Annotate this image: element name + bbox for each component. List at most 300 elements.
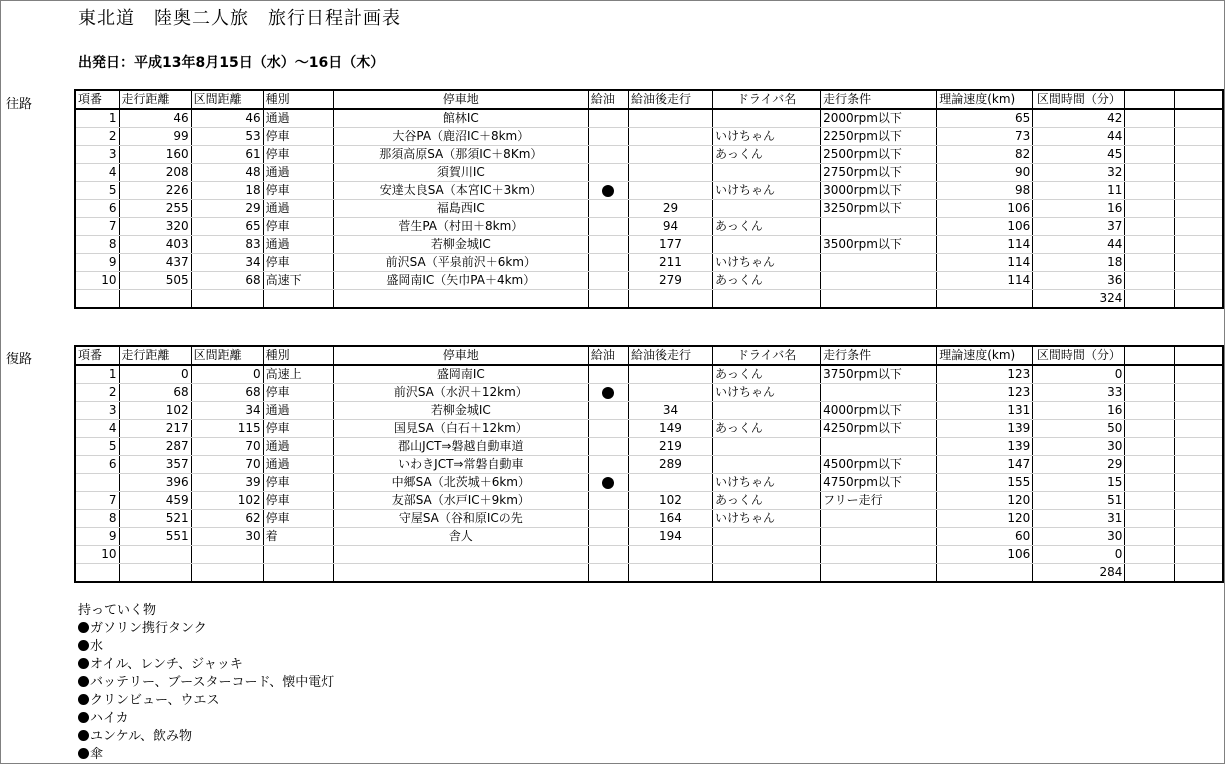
return-cell-total-distance: 68	[119, 384, 191, 402]
outbound-cell-extra-2	[1175, 290, 1223, 309]
bullet-icon	[78, 730, 89, 741]
packing-list	[78, 602, 334, 764]
packing-list-item-label: クリンビュー、ウエス	[90, 693, 220, 708]
return-cell-extra-1	[1125, 438, 1175, 456]
outbound-cell-driver-name	[713, 290, 821, 309]
packing-list-item	[78, 674, 334, 692]
return-cell-extra-2	[1175, 384, 1223, 402]
outbound-header-distance-after-refuel: 給油後走行	[628, 90, 712, 109]
return-cell-extra-2	[1175, 420, 1223, 438]
return-cell-segment-time: 30	[1033, 528, 1125, 546]
outbound-cell-refuel	[588, 182, 628, 200]
return-cell-theoretical-speed	[937, 564, 1033, 583]
return-cell-extra-1	[1125, 384, 1175, 402]
outbound-cell-segment-time: 45	[1033, 146, 1125, 164]
outbound-cell-segment-time: 18	[1033, 254, 1125, 272]
return-cell-driving-condition: 4250rpm以下	[821, 420, 937, 438]
return-cell-driver-name	[713, 456, 821, 474]
return-cell-segment-time: 284	[1033, 564, 1125, 583]
return-cell-stop-location: 前沢SA（水沢＋12km）	[333, 384, 588, 402]
return-cell-total-distance: 551	[119, 528, 191, 546]
outbound-cell-stop-location: 安達太良SA（本宮IC＋3km）	[333, 182, 588, 200]
outbound-header-row	[75, 90, 1223, 109]
outbound-cell-driver-name: いけちゃん	[713, 128, 821, 146]
return-cell-driver-name: あっくん	[713, 492, 821, 510]
return-cell-refuel	[588, 402, 628, 420]
return-label: 復路	[6, 352, 33, 367]
return-table-row	[75, 456, 1223, 474]
return-cell-refuel	[588, 365, 628, 384]
outbound-cell-driver-name	[713, 164, 821, 182]
return-cell-stop-location: 郡山JCT⇒磐越自動車道	[333, 438, 588, 456]
return-cell-refuel	[588, 528, 628, 546]
packing-list-item-label: 傘	[90, 747, 104, 762]
outbound-table	[74, 89, 1224, 309]
return-header-stop-location: 停車地	[333, 346, 588, 365]
refuel-marker-icon	[602, 477, 614, 489]
return-cell-extra-1	[1125, 474, 1175, 492]
outbound-cell-driver-name: あっくん	[713, 272, 821, 290]
outbound-header-item-no: 項番	[75, 90, 119, 109]
return-cell-theoretical-speed: 131	[937, 402, 1033, 420]
outbound-cell-type	[263, 290, 333, 309]
return-cell-distance-after-refuel: 102	[628, 492, 712, 510]
outbound-cell-distance-after-refuel	[628, 146, 712, 164]
return-cell-segment-distance: 34	[191, 402, 263, 420]
outbound-cell-item-no	[75, 290, 119, 309]
return-cell-driving-condition: フリー走行	[821, 492, 937, 510]
packing-list-item-label: ハイカ	[90, 711, 129, 726]
outbound-cell-segment-distance	[191, 290, 263, 309]
return-header-distance-after-refuel: 給油後走行	[628, 346, 712, 365]
outbound-cell-driving-condition: 3250rpm以下	[821, 200, 937, 218]
return-cell-segment-distance: 0	[191, 365, 263, 384]
return-cell-theoretical-speed: 60	[937, 528, 1033, 546]
outbound-cell-segment-time: 36	[1033, 272, 1125, 290]
outbound-cell-driving-condition	[821, 290, 937, 309]
return-cell-total-distance: 459	[119, 492, 191, 510]
return-cell-theoretical-speed: 106	[937, 546, 1033, 564]
outbound-cell-segment-distance: 46	[191, 109, 263, 128]
outbound-cell-item-no: 8	[75, 236, 119, 254]
outbound-cell-segment-distance: 83	[191, 236, 263, 254]
outbound-cell-type: 停車	[263, 146, 333, 164]
outbound-cell-type: 通過	[263, 236, 333, 254]
return-cell-driver-name	[713, 546, 821, 564]
outbound-cell-driving-condition: 2500rpm以下	[821, 146, 937, 164]
packing-list-item	[78, 620, 334, 638]
outbound-cell-segment-time: 44	[1033, 128, 1125, 146]
outbound-cell-item-no: 9	[75, 254, 119, 272]
return-cell-type: 着	[263, 528, 333, 546]
outbound-cell-segment-time: 44	[1033, 236, 1125, 254]
outbound-cell-extra-2	[1175, 146, 1223, 164]
outbound-cell-extra-2	[1175, 200, 1223, 218]
return-cell-type: 停車	[263, 420, 333, 438]
outbound-cell-type: 高速下	[263, 272, 333, 290]
outbound-cell-item-no: 7	[75, 218, 119, 236]
outbound-cell-refuel	[588, 218, 628, 236]
return-cell-refuel	[588, 474, 628, 492]
packing-list-item	[78, 728, 334, 746]
return-cell-driving-condition: 4750rpm以下	[821, 474, 937, 492]
packing-list-item-label: ユンケル、飲み物	[90, 729, 193, 744]
packing-list-item	[78, 710, 334, 728]
outbound-cell-refuel	[588, 128, 628, 146]
outbound-cell-extra-1	[1125, 272, 1175, 290]
outbound-table-row	[75, 109, 1223, 128]
outbound-cell-total-distance: 437	[119, 254, 191, 272]
outbound-table-row	[75, 290, 1223, 309]
return-cell-item-no	[75, 474, 119, 492]
return-cell-segment-distance: 62	[191, 510, 263, 528]
return-cell-theoretical-speed: 139	[937, 438, 1033, 456]
outbound-cell-item-no: 5	[75, 182, 119, 200]
return-cell-driver-name	[713, 564, 821, 583]
outbound-cell-driving-condition: 2000rpm以下	[821, 109, 937, 128]
return-header-theoretical-speed: 理論速度(km)	[937, 346, 1033, 365]
return-cell-segment-time: 51	[1033, 492, 1125, 510]
return-cell-segment-distance: 68	[191, 384, 263, 402]
outbound-header-segment-distance: 区間距離	[191, 90, 263, 109]
outbound-cell-total-distance: 320	[119, 218, 191, 236]
outbound-cell-stop-location: 菅生PA（村田＋8km）	[333, 218, 588, 236]
outbound-cell-item-no: 6	[75, 200, 119, 218]
outbound-cell-segment-distance: 61	[191, 146, 263, 164]
outbound-cell-driving-condition: 3000rpm以下	[821, 182, 937, 200]
outbound-cell-total-distance: 226	[119, 182, 191, 200]
return-table	[74, 345, 1224, 583]
return-cell-driver-name	[713, 528, 821, 546]
outbound-cell-extra-2	[1175, 109, 1223, 128]
return-cell-distance-after-refuel: 194	[628, 528, 712, 546]
return-cell-type: 高速上	[263, 365, 333, 384]
return-header-extra-1	[1125, 346, 1175, 365]
outbound-cell-theoretical-speed: 106	[937, 200, 1033, 218]
outbound-cell-driver-name	[713, 200, 821, 218]
outbound-table-row	[75, 200, 1223, 218]
outbound-cell-type: 通過	[263, 200, 333, 218]
return-cell-segment-distance	[191, 564, 263, 583]
outbound-cell-stop-location: 福島西IC	[333, 200, 588, 218]
return-cell-distance-after-refuel	[628, 564, 712, 583]
return-cell-stop-location: 国見SA（白石＋12km）	[333, 420, 588, 438]
return-cell-driver-name: あっくん	[713, 420, 821, 438]
outbound-cell-segment-distance: 29	[191, 200, 263, 218]
outbound-cell-item-no: 10	[75, 272, 119, 290]
refuel-marker-icon	[602, 387, 614, 399]
return-cell-segment-time: 33	[1033, 384, 1125, 402]
return-cell-distance-after-refuel: 149	[628, 420, 712, 438]
return-cell-driver-name: いけちゃん	[713, 474, 821, 492]
packing-list-heading: 持っていく物	[78, 603, 157, 618]
outbound-cell-type: 通過	[263, 109, 333, 128]
outbound-cell-distance-after-refuel: 94	[628, 218, 712, 236]
outbound-cell-distance-after-refuel	[628, 290, 712, 309]
outbound-header-segment-time: 区間時間（分）	[1033, 90, 1125, 109]
outbound-cell-total-distance: 160	[119, 146, 191, 164]
return-header-driver-name: ドライバ名	[713, 346, 821, 365]
packing-list-item-label: ガソリン携行タンク	[90, 621, 207, 636]
return-cell-extra-2	[1175, 438, 1223, 456]
return-cell-type: 停車	[263, 474, 333, 492]
outbound-cell-driving-condition: 2750rpm以下	[821, 164, 937, 182]
outbound-table-row	[75, 182, 1223, 200]
return-cell-type: 停車	[263, 510, 333, 528]
return-cell-stop-location: 守屋SA（谷和原ICの先	[333, 510, 588, 528]
bullet-icon	[78, 640, 89, 651]
outbound-cell-type: 停車	[263, 218, 333, 236]
outbound-cell-driving-condition: 2250rpm以下	[821, 128, 937, 146]
return-header-total-distance: 走行距離	[119, 346, 191, 365]
outbound-cell-segment-distance: 34	[191, 254, 263, 272]
return-header-type: 種別	[263, 346, 333, 365]
outbound-cell-item-no: 3	[75, 146, 119, 164]
outbound-label: 往路	[6, 97, 33, 112]
return-cell-driver-name: あっくん	[713, 365, 821, 384]
return-cell-distance-after-refuel: 219	[628, 438, 712, 456]
departure-date: 出発日：平成13年8月15日（水）～16日（木）	[78, 55, 385, 71]
return-cell-item-no: 9	[75, 528, 119, 546]
return-cell-total-distance: 287	[119, 438, 191, 456]
bullet-icon	[78, 712, 89, 723]
return-cell-type: 停車	[263, 384, 333, 402]
outbound-header-extra-1	[1125, 90, 1175, 109]
return-cell-segment-distance	[191, 546, 263, 564]
outbound-header-theoretical-speed: 理論速度(km)	[937, 90, 1033, 109]
outbound-cell-extra-1	[1125, 254, 1175, 272]
return-table-row	[75, 546, 1223, 564]
outbound-cell-segment-time: 37	[1033, 218, 1125, 236]
return-cell-stop-location: 舎人	[333, 528, 588, 546]
page-title: 東北道 陸奥二人旅 旅行日程計画表	[78, 8, 401, 29]
outbound-cell-distance-after-refuel: 177	[628, 236, 712, 254]
return-cell-theoretical-speed: 120	[937, 510, 1033, 528]
packing-list-item	[78, 638, 334, 656]
packing-list-item	[78, 746, 334, 764]
return-table-row	[75, 402, 1223, 420]
return-cell-distance-after-refuel	[628, 365, 712, 384]
outbound-cell-distance-after-refuel: 279	[628, 272, 712, 290]
packing-list-item	[78, 656, 334, 674]
outbound-cell-total-distance: 99	[119, 128, 191, 146]
return-cell-distance-after-refuel: 164	[628, 510, 712, 528]
return-table-row	[75, 564, 1223, 583]
return-cell-extra-1	[1125, 402, 1175, 420]
outbound-cell-segment-time: 16	[1033, 200, 1125, 218]
outbound-cell-extra-1	[1125, 290, 1175, 309]
outbound-cell-segment-time: 11	[1033, 182, 1125, 200]
return-header-item-no: 項番	[75, 346, 119, 365]
return-cell-extra-1	[1125, 528, 1175, 546]
outbound-cell-segment-distance: 48	[191, 164, 263, 182]
outbound-cell-distance-after-refuel	[628, 164, 712, 182]
return-cell-segment-time: 0	[1033, 546, 1125, 564]
outbound-cell-extra-2	[1175, 218, 1223, 236]
return-cell-theoretical-speed: 123	[937, 365, 1033, 384]
outbound-cell-refuel	[588, 200, 628, 218]
outbound-cell-theoretical-speed: 98	[937, 182, 1033, 200]
outbound-cell-item-no: 4	[75, 164, 119, 182]
outbound-header-refuel: 給油	[588, 90, 628, 109]
return-cell-total-distance	[119, 546, 191, 564]
outbound-cell-refuel	[588, 272, 628, 290]
outbound-cell-total-distance: 505	[119, 272, 191, 290]
outbound-cell-extra-2	[1175, 272, 1223, 290]
return-cell-type	[263, 564, 333, 583]
return-cell-refuel	[588, 546, 628, 564]
return-cell-extra-2	[1175, 402, 1223, 420]
return-cell-refuel	[588, 492, 628, 510]
return-cell-segment-time: 50	[1033, 420, 1125, 438]
return-cell-driving-condition	[821, 546, 937, 564]
outbound-cell-segment-time: 32	[1033, 164, 1125, 182]
return-cell-refuel	[588, 438, 628, 456]
packing-list-item	[78, 692, 334, 710]
outbound-cell-extra-1	[1125, 146, 1175, 164]
outbound-cell-driving-condition: 3500rpm以下	[821, 236, 937, 254]
return-cell-theoretical-speed: 155	[937, 474, 1033, 492]
return-cell-extra-2	[1175, 510, 1223, 528]
outbound-cell-distance-after-refuel	[628, 128, 712, 146]
outbound-cell-type: 停車	[263, 254, 333, 272]
return-cell-stop-location: 友部SA（水戸IC＋9km）	[333, 492, 588, 510]
outbound-table-row	[75, 254, 1223, 272]
return-cell-extra-1	[1125, 492, 1175, 510]
return-cell-extra-2	[1175, 456, 1223, 474]
return-header-row	[75, 346, 1223, 365]
outbound-cell-type: 停車	[263, 182, 333, 200]
return-cell-driving-condition	[821, 528, 937, 546]
return-cell-segment-distance: 39	[191, 474, 263, 492]
outbound-cell-driver-name: あっくん	[713, 146, 821, 164]
outbound-cell-extra-2	[1175, 236, 1223, 254]
bullet-icon	[78, 622, 89, 633]
outbound-cell-stop-location: 盛岡南IC（矢巾PA＋4km）	[333, 272, 588, 290]
return-header-driving-condition: 走行条件	[821, 346, 937, 365]
return-cell-driver-name: いけちゃん	[713, 510, 821, 528]
return-table-row	[75, 492, 1223, 510]
outbound-cell-stop-location: 須賀川IC	[333, 164, 588, 182]
outbound-cell-theoretical-speed: 73	[937, 128, 1033, 146]
return-cell-total-distance	[119, 564, 191, 583]
return-cell-item-no: 2	[75, 384, 119, 402]
outbound-cell-theoretical-speed: 114	[937, 254, 1033, 272]
outbound-cell-total-distance: 208	[119, 164, 191, 182]
return-cell-stop-location: 若柳金城IC	[333, 402, 588, 420]
return-cell-stop-location	[333, 564, 588, 583]
outbound-cell-distance-after-refuel: 29	[628, 200, 712, 218]
return-cell-segment-distance: 70	[191, 456, 263, 474]
bullet-icon	[78, 748, 89, 759]
return-cell-item-no: 3	[75, 402, 119, 420]
bullet-icon	[78, 658, 89, 669]
return-cell-total-distance: 0	[119, 365, 191, 384]
return-cell-extra-2	[1175, 528, 1223, 546]
outbound-table-row	[75, 218, 1223, 236]
outbound-header-stop-location: 停車地	[333, 90, 588, 109]
return-cell-type: 停車	[263, 492, 333, 510]
return-cell-total-distance: 102	[119, 402, 191, 420]
return-table-row	[75, 510, 1223, 528]
outbound-cell-refuel	[588, 290, 628, 309]
outbound-cell-driving-condition	[821, 254, 937, 272]
return-cell-driving-condition	[821, 564, 937, 583]
outbound-cell-driver-name: いけちゃん	[713, 254, 821, 272]
return-cell-driving-condition	[821, 510, 937, 528]
outbound-header-total-distance: 走行距離	[119, 90, 191, 109]
outbound-cell-stop-location: 那須高原SA（那須IC＋8Km）	[333, 146, 588, 164]
return-table-row	[75, 365, 1223, 384]
outbound-cell-extra-2	[1175, 254, 1223, 272]
return-header-extra-2	[1175, 346, 1223, 365]
outbound-cell-total-distance: 46	[119, 109, 191, 128]
return-cell-segment-time: 0	[1033, 365, 1125, 384]
return-cell-theoretical-speed: 139	[937, 420, 1033, 438]
return-cell-segment-time: 31	[1033, 510, 1125, 528]
outbound-cell-driving-condition	[821, 218, 937, 236]
return-cell-segment-time: 15	[1033, 474, 1125, 492]
return-cell-refuel	[588, 510, 628, 528]
return-cell-extra-1	[1125, 564, 1175, 583]
return-cell-total-distance: 396	[119, 474, 191, 492]
return-cell-stop-location: 盛岡南IC	[333, 365, 588, 384]
outbound-table-row	[75, 236, 1223, 254]
outbound-cell-theoretical-speed: 106	[937, 218, 1033, 236]
outbound-header-driver-name: ドライバ名	[713, 90, 821, 109]
outbound-cell-extra-1	[1125, 109, 1175, 128]
packing-list-item-label: オイル、レンチ、ジャッキ	[90, 657, 243, 672]
outbound-cell-driver-name	[713, 109, 821, 128]
return-cell-refuel	[588, 456, 628, 474]
outbound-cell-segment-distance: 18	[191, 182, 263, 200]
outbound-cell-stop-location	[333, 290, 588, 309]
outbound-cell-refuel	[588, 164, 628, 182]
return-cell-distance-after-refuel	[628, 474, 712, 492]
outbound-cell-distance-after-refuel	[628, 109, 712, 128]
return-header-segment-time: 区間時間（分）	[1033, 346, 1125, 365]
return-cell-item-no: 7	[75, 492, 119, 510]
return-cell-extra-1	[1125, 365, 1175, 384]
return-cell-type	[263, 546, 333, 564]
return-cell-distance-after-refuel: 34	[628, 402, 712, 420]
return-table-row	[75, 474, 1223, 492]
outbound-cell-driver-name: いけちゃん	[713, 182, 821, 200]
return-cell-distance-after-refuel: 289	[628, 456, 712, 474]
outbound-cell-theoretical-speed	[937, 290, 1033, 309]
return-cell-distance-after-refuel	[628, 384, 712, 402]
outbound-header-type: 種別	[263, 90, 333, 109]
packing-list-item-label: バッテリー、ブースターコード、懐中電灯	[90, 675, 335, 690]
outbound-cell-theoretical-speed: 82	[937, 146, 1033, 164]
outbound-cell-extra-1	[1125, 236, 1175, 254]
return-cell-theoretical-speed: 120	[937, 492, 1033, 510]
return-cell-driver-name: いけちゃん	[713, 384, 821, 402]
outbound-cell-driver-name: あっくん	[713, 218, 821, 236]
outbound-cell-extra-1	[1125, 164, 1175, 182]
return-cell-refuel	[588, 564, 628, 583]
outbound-table-row	[75, 164, 1223, 182]
bullet-icon	[78, 676, 89, 687]
outbound-cell-segment-time: 324	[1033, 290, 1125, 309]
outbound-cell-driving-condition	[821, 272, 937, 290]
outbound-table-row	[75, 146, 1223, 164]
outbound-cell-distance-after-refuel: 211	[628, 254, 712, 272]
return-cell-driving-condition: 3750rpm以下	[821, 365, 937, 384]
outbound-cell-refuel	[588, 109, 628, 128]
return-cell-item-no: 1	[75, 365, 119, 384]
outbound-cell-stop-location: 若柳金城IC	[333, 236, 588, 254]
